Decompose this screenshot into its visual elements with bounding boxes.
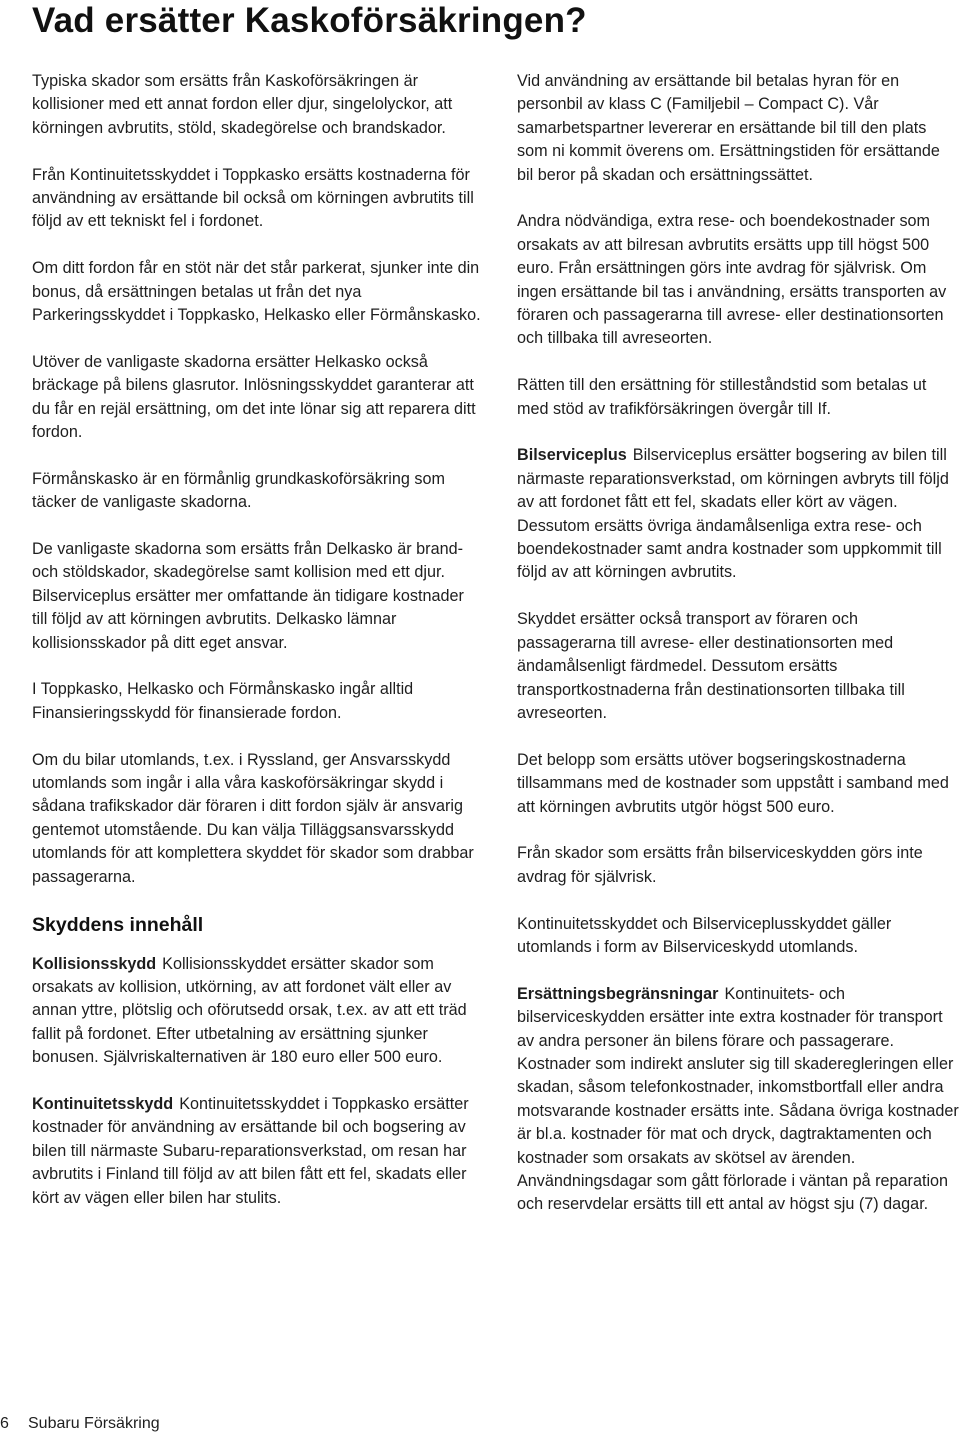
page-footer xyxy=(0,1414,160,1434)
continuity-cover-paragraph xyxy=(32,1093,482,1210)
parking-paragraph: Om ditt fordon får en stöt när det står parkerat, sjunker inte din bonus, då ersättningen betalas ut från det nya Parkeringsskyddet i Toppkasko, Helkasko eller Förmånskasko. xyxy=(32,259,481,325)
right-column xyxy=(517,70,959,1240)
limitations-text: Kontinuitets- och bilserviceskydden ersätter inte extra kostnader för transport av andra personer än bilens förare och passagerare. Kostnader som indirekt ansluter sig till skaderegleringen eller skadan, såsom telefonkostnader, inkomstbortfall eller andra motsvarande kostnader ersätts inte. Sådana övriga kostnader är bl.a. kostnader för mat och dryck, dagtraktamenten och kostnader som orsakats av skötsel av ärenden. Användningsdagar som gått förlorade i väntan på reparation och reservdelar ersätts till ett antal av högst sju (7) dagar. xyxy=(517,984,959,1214)
continuity-term: Kontinuitetsskydd xyxy=(32,1094,174,1113)
section-heading: Skyddens innehåll xyxy=(32,913,204,936)
bilserviceplus-paragraph xyxy=(517,444,959,584)
amount-paragraph: Det belopp som ersätts utöver bogseringskostnaderna tillsammans med de kostnader som uppstått i samband med att körningen avbrutits utgör högst 500 euro. xyxy=(517,750,949,816)
page-title: Vad ersätter Kaskoförsäkringen? xyxy=(32,1,587,40)
collision-text: Kollisionsskyddet ersätter skador som orsakats av kollision, utkörning, av att fordonet vält eller av annan yttre, plötslig och oförutsedd orsak, t.ex. av att ett träd fallit på fordonet. Efter utbetalning av ersättning sjunker bonusen. Självriskalternativen är 180 euro eller 500 euro. xyxy=(32,954,467,1067)
page-number: 6 xyxy=(0,1415,9,1432)
formanskasko-paragraph: Förmånskasko är en förmånlig grundkaskoförsäkring som täcker de vanligaste skadorna. xyxy=(32,469,445,512)
delkasko-paragraph: De vanligaste skadorna som ersätts från Delkasko är brand- och stöldskador, skadegörelse samt kollision med ett djur. Bilserviceplus ersätter mer omfattande än tidigare kostnader till följd av att körningen avbrutits. Delkasko lämnar kollisionsskador på ditt eget ansvar. xyxy=(32,540,464,652)
intro-paragraph: Typiska skador som ersätts från Kaskoförsäkringen är kollisioner med ett annat fordon eller djur, singelolyckor, att körningen avbrutits, stöld, skadegörelse och brandskador. xyxy=(32,72,453,137)
standstill-paragraph: Rätten till den ersättning för stilleståndstid som betalas ut med stöd av trafikförsäkringen övergår till If. xyxy=(517,376,927,418)
abroad-paragraph: Om du bilar utomlands, t.ex. i Ryssland, ger Ansvarsskydd utomlands som ingår i alla våra kaskoförsäkringar skydd i sådana trafikskador där föraren i ditt fordon själv är ansvarig gentemot utomstående. Du kan välja Tilläggsansvarsskydd utomlands för att komplettera skyddet för skador som drabbar passagerarna. xyxy=(32,750,474,886)
left-column xyxy=(32,70,482,1233)
deductible-paragraph: Från skador som ersätts från bilserviceskydden görs inte avdrag för självrisk. xyxy=(517,844,923,886)
limitations-paragraph xyxy=(517,983,959,1217)
helkasko-paragraph: Utöver de vanligaste skadorna ersätter Helkasko också bräckage på bilens glasrutor. Inlösningsskyddet garanterar att du får en rejäl ersättning, om det inte lönar sig att reparera ditt fordon. xyxy=(32,352,476,442)
rental-car-paragraph: Vid användning av ersättande bil betalas hyran för en personbil av klass C (Familjebil – Compact C). Vår samarbetspartner levererar en ersättande bil till den plats som ni kommit överens om. Ersättningstiden för ersättande bil beror på skadan och ersättningssättet. xyxy=(517,72,940,184)
continuity-paragraph: Från Kontinuitetsskyddet i Toppkasko ersätts kostnaderna för användning av ersättande bil också om körningen avbrutits till följd av ett tekniskt fel i fordonet. xyxy=(32,165,474,231)
abroad-service-paragraph: Kontinuitetsskyddet och Bilserviceplusskyddet gäller utomlands i form av Bilserviceskydd utomlands. xyxy=(517,914,892,956)
financing-paragraph: I Toppkasko, Helkasko och Förmånskasko ingår alltid Finansieringsskydd för finansierade fordon. xyxy=(32,680,414,722)
collision-paragraph xyxy=(32,953,482,1070)
transport-paragraph: Skyddet ersätter också transport av föraren och passagerarna till avrese- eller destinationsorten med ändamålsenligt färdmedel. Dessutom ersätts transportkostnaderna från destinationsorten tillbaka till avreseorten. xyxy=(517,610,905,722)
continuity-text: Kontinuitetsskyddet i Toppkasko ersätter kostnader för användning av ersättande bil och bogsering av bilen till närmaste Subaru-reparationsverkstad, om resan har avbrutits i Finland till följd av att bilen fått ett fel, skadats eller kört av vägen eller bilen har stulits. xyxy=(32,1094,469,1207)
travel-costs-paragraph: Andra nödvändiga, extra rese- och boendekostnader som orsakats av att bilresan avbrutits ersätts upp till högst 500 euro. Från ersättningen görs inte avdrag för självrisk. Om ingen ersättande bil tas i användning, ersätts transporten av föraren och passagerarna till avrese- eller destinationsorten och tillbaka till avreseorten. xyxy=(517,212,947,348)
bilserviceplus-text: Bilserviceplus ersätter bogsering av bilen till närmaste reparationsverkstad, om körningen avbryts till följd av att fordonet fått ett fel, skadats eller kört av vägen. Dessutom ersätts övriga ändamålsenliga extra rese- och boendekostnader samt andra kostnader som uppkommit till följd av att körningen avbrutits. xyxy=(517,446,949,582)
publication-name: Subaru Försäkring xyxy=(28,1415,160,1432)
collision-term: Kollisionsskydd xyxy=(32,954,157,973)
bilserviceplus-term: Bilserviceplus xyxy=(517,446,627,465)
limitations-term: Ersättningsbegränsningar xyxy=(517,984,719,1003)
